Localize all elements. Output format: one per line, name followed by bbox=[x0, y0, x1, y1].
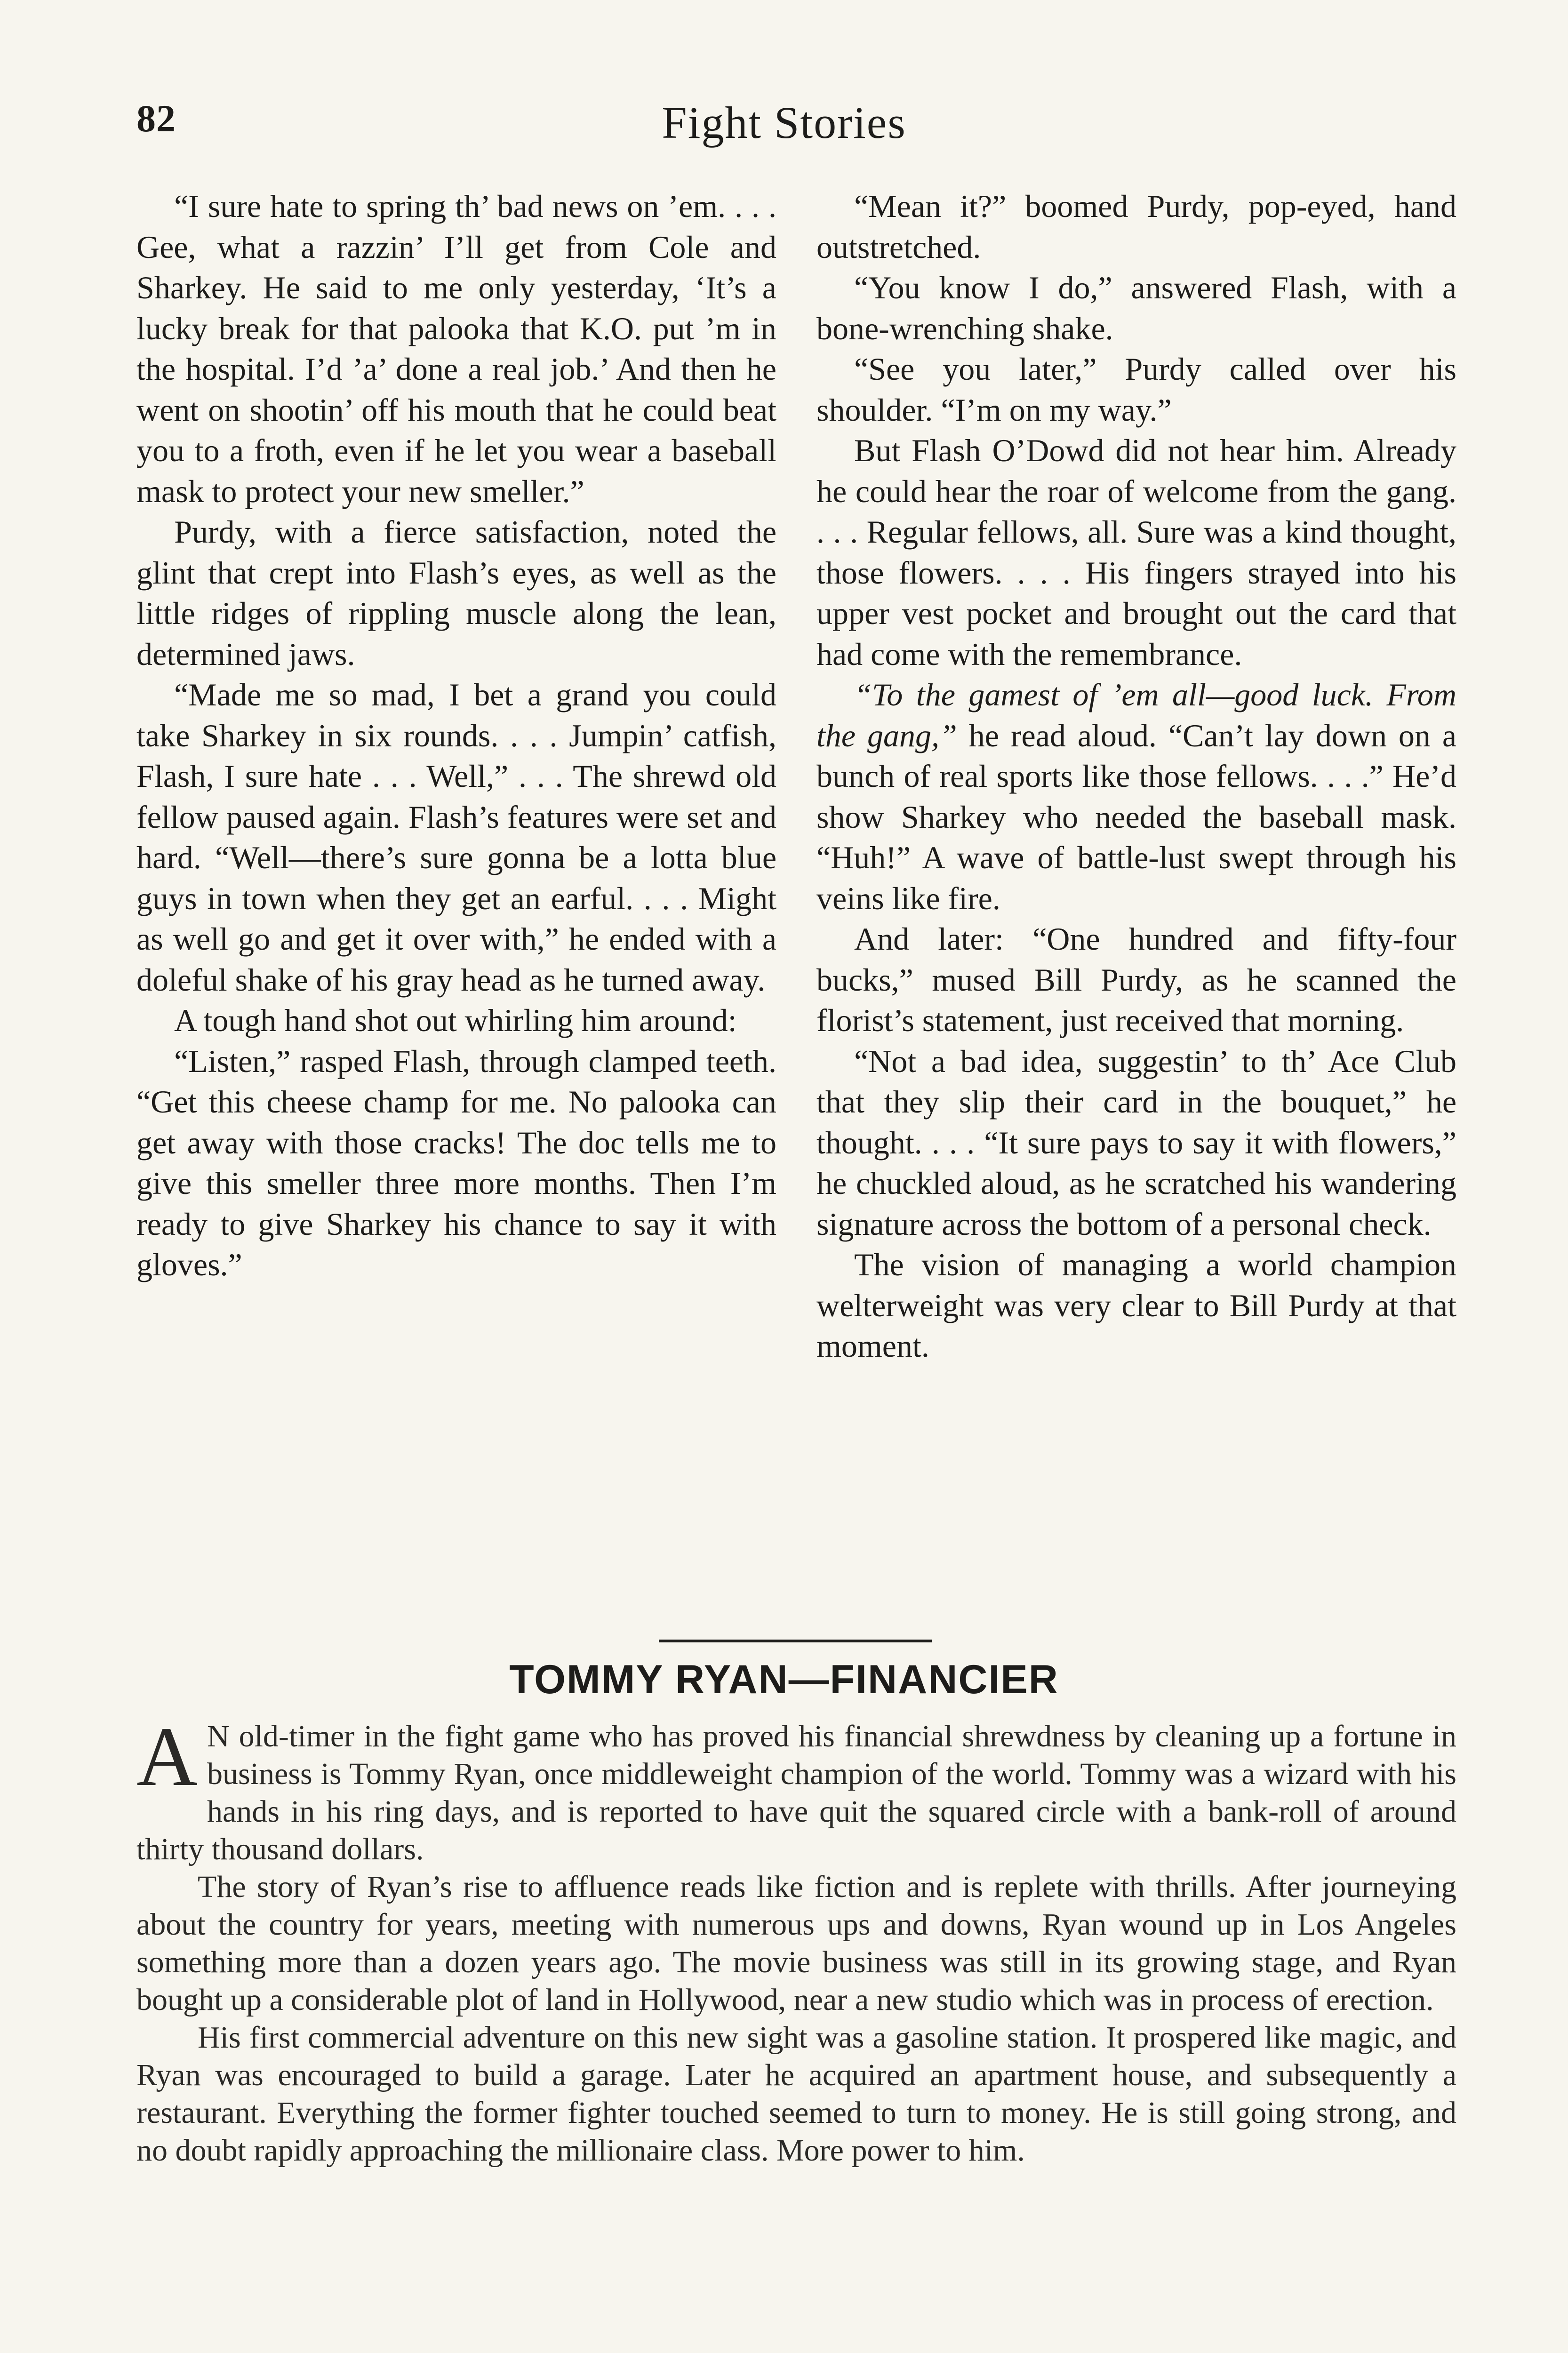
article-paragraph: The story of Ryan’s rise to affluence reads like fiction and is replete with thrills. After journeying about the country for years, meeting with numerous ups and downs, Ryan wound up in Los Angeles something more than a dozen years ago. The movie business was still in its growing stage, and Ryan bought up a considerable plot of land in Hollywood, near a new studio which was in process of erection. bbox=[136, 1870, 1456, 2017]
section-divider bbox=[659, 1640, 932, 1642]
page-number: 82 bbox=[136, 97, 176, 140]
running-head: Fight Stories bbox=[662, 97, 906, 148]
story-paragraph: “Made me so mad, I bet a grand you could take Sharkey in six rounds. . . . Jumpin’ catfish, Flash, I sure hate . . . Well,” . . . The shrewd old fellow paused again. Flash’s features were set and hard. “Well—there’s sure gonna be a lotta blue guys in town when they get an earful. . . . Might as well go and get it over with,” he ended with a doleful shake of his gray head as he turned away. bbox=[136, 677, 776, 998]
article-text: N old-timer in the fight game who has proved his financial shrewdness by cleaning up a fortune in business is Tommy Ryan, once middleweight champion of the world. Tommy was a wizard with his hands in his ring days, and is reported to have quit the squared circle with a bank-roll of around thirty thousand dollars. bbox=[136, 1719, 1456, 1866]
story-paragraph: Purdy, with a fierce satisfaction, noted the glint that crept into Flash’s eyes, as well as the little ridges of rippling muscle along the lean, determined jaws. bbox=[136, 514, 776, 672]
story-paragraph bbox=[816, 674, 1456, 919]
article-headline: TOMMY RYAN—FINANCIER bbox=[509, 1657, 1059, 1702]
story-paragraph: “You know I do,” answered Flash, with a bone-wrenching shake. bbox=[816, 270, 1456, 346]
story-text: he read aloud. “Can’t lay down on a bunch of real sports like those fellows. . . .” He’d show Sharkey who needed the baseball mask. “Huh!” A wave of battle-lust swept through his veins like fire. bbox=[816, 717, 1456, 916]
story-paragraph: “See you later,” Purdy called over his shoulder. “I’m on my way.” bbox=[816, 351, 1456, 428]
story-paragraph: A tough hand shot out whirling him around: bbox=[174, 1002, 737, 1038]
story-paragraph: “Mean it?” boomed Purdy, pop-eyed, hand outstretched. bbox=[816, 188, 1456, 265]
story-column-left bbox=[136, 186, 776, 1285]
story-paragraph: The vision of managing a world champion welterweight was very clear to Bill Purdy at that moment. bbox=[816, 1247, 1456, 1364]
drop-cap: A bbox=[136, 1710, 198, 1803]
story-paragraph: “Not a bad idea, suggestin’ to th’ Ace Club that they slip their card in the bouquet,” he thought. . . . “It sure pays to say it with flowers,” he chuckled aloud, as he scratched his wandering signature across the bottom of a personal check. bbox=[816, 1043, 1456, 1242]
story-paragraph: “I sure hate to spring th’ bad news on ’em. . . . Gee, what a razzin’ I’ll get from Cole and Sharkey. He said to me only yesterday, ‘It’s a lucky break for that palooka that K.O. put ’m in the hospital. I’d ’a’ done a real job.’ And then he went on shootin’ off his mouth that he could beat you to a froth, even if he let you wear a baseball mask to protect your new smeller.” bbox=[136, 188, 776, 509]
article-paragraph bbox=[136, 1710, 1456, 1868]
card-quote: “To the gamest of ’em all—good luck. From the gang,” bbox=[816, 677, 1456, 753]
story-column-right bbox=[816, 186, 1456, 1367]
story-paragraph: But Flash O’Dowd did not hear him. Already he could hear the roar of welcome from the gang. . . . Regular fellows, all. Sure was a kind thought, those flowers. . . . His fingers strayed into his upper vest pocket and brought out the card that had come with the remembrance. bbox=[816, 432, 1456, 672]
story-paragraph: “Listen,” rasped Flash, through clamped teeth. “Get this cheese champ for me. No palooka can get away with those cracks! The doc tells me to give this smeller three more months. Then I’m ready to give Sharkey his chance to say it with gloves.” bbox=[136, 1043, 776, 1282]
article-body bbox=[136, 1710, 1456, 2169]
story-paragraph: And later: “One hundred and fifty-four bucks,” mused Bill Purdy, as he scanned the florist’s statement, just received that morning. bbox=[816, 921, 1456, 1038]
article-paragraph: His first commercial adventure on this new sight was a gasoline station. It prospered like magic, and Ryan was encouraged to build a garage. Later he acquired an apartment house, and subsequently a restaurant. Everything the former fighter touched seemed to turn to money. He is still going strong, and no doubt rapidly approaching the millionaire class. More power to him. bbox=[136, 2020, 1456, 2168]
